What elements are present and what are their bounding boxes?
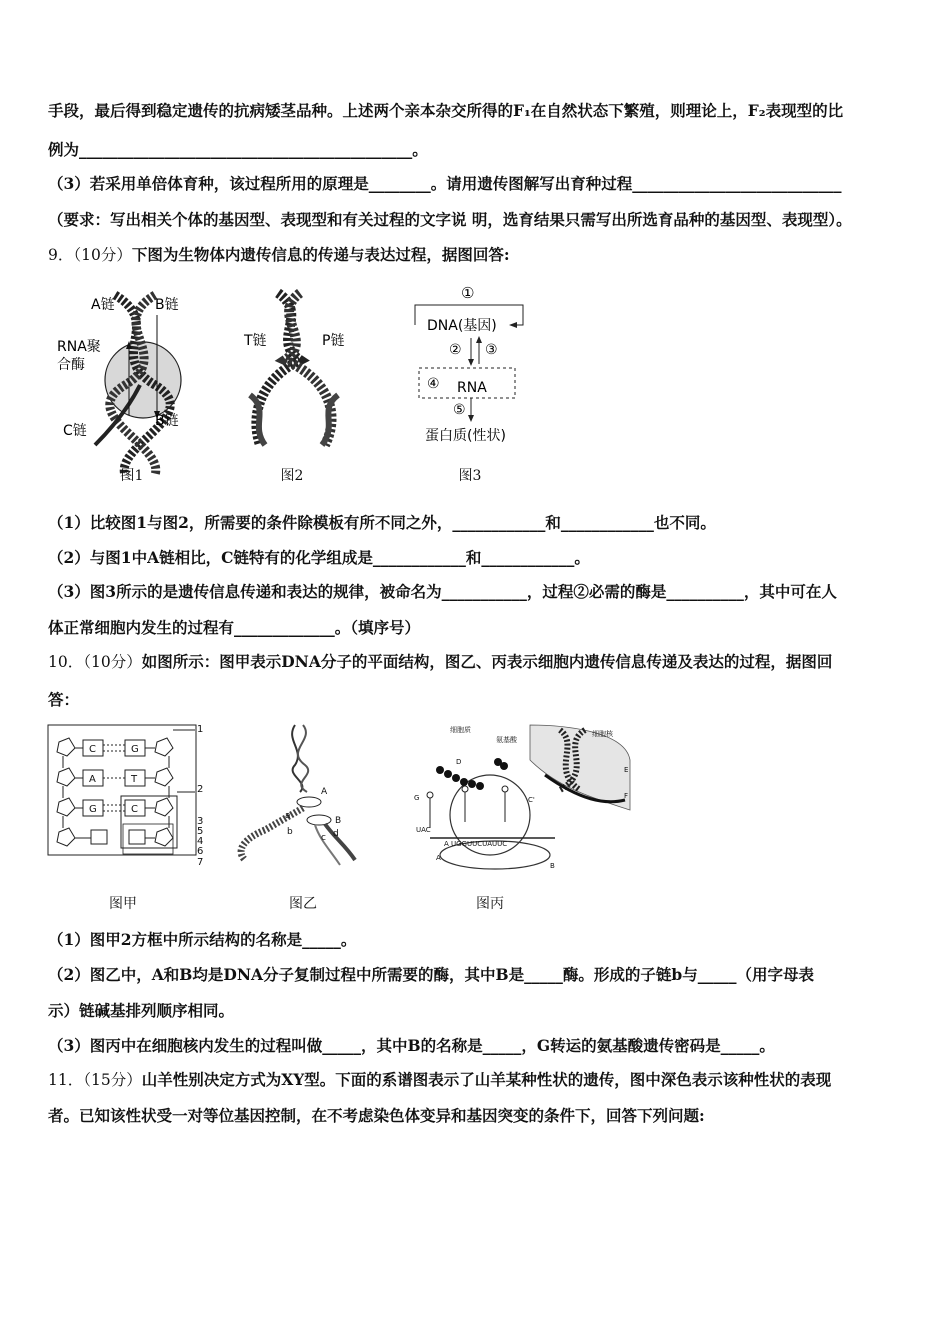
figure-1-transcription [55,285,205,490]
figure-yi-replication [225,720,375,870]
q10-part-1: （1）图甲2方框中所示结构的名称是_____。 [48,930,357,949]
label-b-chain-bottom: B链 [155,413,179,429]
label-circle-2: ② [449,342,462,358]
figure-bing-caption: 图丙 [476,896,504,912]
figure-jia-dna-structure [45,720,205,870]
bing-label-uac: UAC [416,826,431,834]
label-circle-3: ③ [485,342,498,358]
figure-jia-caption: 图甲 [109,896,137,912]
label-circle-1: ① [461,284,475,302]
q9-part-3b: 体正常细胞内发生的过程有_____________。（填序号） [48,618,421,637]
bing-label-A: A [436,854,441,862]
text-line-1: 手段，最后得到稳定遗传的抗病矮茎品种。上述两个亲本杂交所得的F₁在自然状态下繁殖，则理论上，F₂表现型的比 [48,101,844,120]
question-9-number: 9．（10分） [48,246,132,264]
bing-label-F: F [624,792,629,800]
question-10-stem-cont: 答： [48,690,80,709]
num-6: 6 [197,846,204,857]
label-a-chain: A链 [91,297,115,313]
yi-label-A: A [321,787,328,797]
label-rna: RNA [457,380,487,396]
question-11-heading [48,1069,831,1091]
bing-label-G: G [414,794,420,802]
base-3: A [89,774,96,785]
num-3: 3 [197,816,204,827]
yi-label-a: a [285,811,291,821]
question-11-stem: 山羊性别决定方式为XY型。下面的系谱图表示了山羊某种性状的遗传，图中深色表示该种性状的表现 [141,1070,832,1089]
base-4: T [131,774,138,785]
bing-label-D: D [456,758,462,766]
base-1: C [89,744,96,755]
figure-2-caption: 图2 [280,468,304,484]
question-11-number: 11．（15分） [48,1071,142,1089]
label-circle-5: ⑤ [453,402,466,418]
question-9-heading [48,244,510,266]
bing-label-nucleus: 细胞核 [592,730,613,738]
figure-3-caption: 图3 [458,468,482,484]
q10-part-2b: 示）链碱基排列顺序相同。 [48,1001,235,1020]
question-10-heading [48,651,832,673]
yi-label-d: d [333,829,339,839]
question-9-stem: 下图为生物体内遗传信息的传递与表达过程，据图回答: [131,245,510,264]
label-dna-gene: DNA(基因) [427,318,497,334]
label-circle-4: ④ [427,376,440,392]
label-b-chain-top: B链 [155,297,179,313]
question-11-stem-cont: 者。已知该性状受一对等位基因控制，在不考虑染色体变异和基因突变的条件下，回答下列问题: [48,1106,705,1125]
q10-part-3: （3）图丙中在细胞核内发生的过程叫做_____，其中B的名称是_____，G转运的氨基酸遗传密码是_____。 [48,1036,775,1055]
yi-label-B: B [335,816,342,826]
yi-label-b: b [287,827,293,837]
base-2: G [131,744,139,755]
text-line-3: （3）若采用单倍体育种，该过程所用的原理是________。请用遗传图解写出育种过程___________________________ [48,174,842,193]
q9-part-3a: （3）图3所示的是遗传信息传递和表达的规律，被命名为___________，过程②必需的酶是__________，其中可在人 [48,582,837,601]
figure-1-caption: 图1 [120,468,144,484]
q9-part-2: （2）与图1中A链相比，C链特有的化学组成是____________和____________。 [48,548,590,567]
num-4: 4 [197,836,204,847]
bing-label-mrna: A UGGUUCUAUUC [444,840,508,848]
yi-label-c: c [321,833,326,843]
num-7: 7 [197,857,204,868]
base-5: G [89,804,97,815]
q9-part-1: （1）比较图1与图2，所需要的条件除模板有所不同之外，____________和____________也不同。 [48,513,716,532]
figure-bing-translation [410,720,635,880]
label-t-chain: T链 [244,333,267,349]
num-1: 1 [197,724,204,735]
bing-label-B: B [550,862,555,870]
question-10-number: 10．（10分） [48,653,142,671]
num-5: 5 [197,826,204,837]
base-6: C [131,804,138,815]
text-line-2: 例为___________________________________________。 [48,140,428,159]
figure-3-central-dogma [405,280,545,450]
label-p-chain: P链 [322,333,345,349]
bing-label-amino-acid: 氨基酸 [496,736,517,744]
bing-label-cytoplasm: 细胞质 [450,726,471,734]
q10-part-2a: （2）图乙中，A和B均是DNA分子复制过程中所需要的酶，其中B是_____酶。形成的子链b与_____（用字母表 [48,965,814,984]
label-protein: 蛋白质(性状) [425,428,506,444]
label-rna-polymerase-2: 合酶 [57,357,85,373]
label-c-chain: C链 [63,423,87,439]
bing-label-C: C' [528,796,535,804]
num-2: 2 [197,784,204,795]
question-10-stem: 如图所示：图甲表示DNA分子的平面结构，图乙、丙表示细胞内遗传信息传递及表达的过程，据图回 [141,652,833,671]
bing-label-E: E [624,766,629,774]
figure-2-replication [230,285,360,455]
text-line-4: （要求：写出相关个体的基因型、表现型和有关过程的文字说 明，选育结果只需写出所选育品种的基因型、表现型）。 [48,210,852,229]
figure-yi-caption: 图乙 [289,896,317,912]
label-rna-polymerase-1: RNA聚 [57,339,101,355]
